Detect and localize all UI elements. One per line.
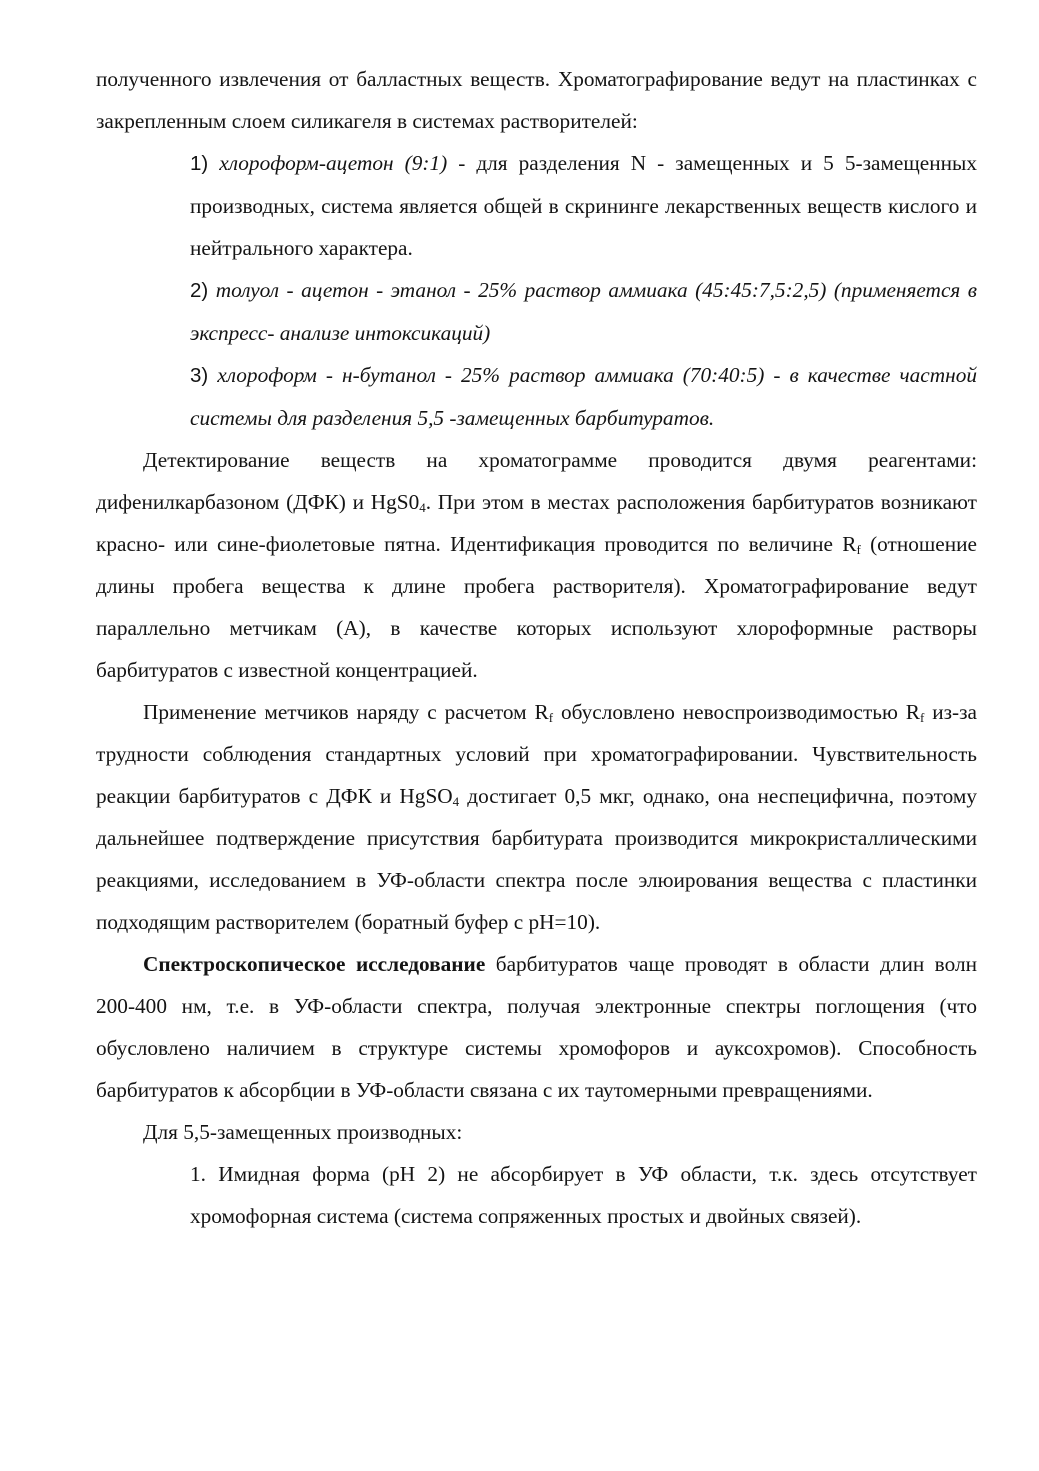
paragraph-spectroscopy [96,943,977,1111]
text-run: . При этом в местах расположения барбитуратов возникают красно- или сине-фиолетовые пятна. Идентификация проводится по величине R [96,490,977,556]
subscript: f [856,542,861,557]
text-run: из-за трудности соблюдения стандартных условий при хроматографировании. Чувствительность реакции барбитуратов с ДФК и HgSO [96,700,978,808]
list-item-text: - для разделения N - замещенных и 5 5-замещенных производных, система является общей в скрининге лекарственных веществ кислого и нейтрального характера. [190,151,977,260]
paragraph-markers [96,691,977,943]
subscript: 4 [452,794,460,809]
subscript: f [548,710,554,725]
list-item-italic: хлороформ-ацетон (9:1) [219,151,448,175]
list-item [96,269,977,354]
subscript: 4 [419,500,426,515]
subscript: f [920,710,925,725]
text-run: достигает 0,5 мкг, однако, она неспецифична, поэтому дальнейшее подтверждение присутствия барбитурата производится микрокристаллическими реакциями, исследованием в УФ-области спектра после элюирования вещества с пластинки подходящим растворителем (боратный буфер с pH=10). [96,784,977,934]
solvent-system-list [96,142,977,439]
list-number: 3) [190,364,209,387]
text-run: обусловлено невоспроизводимостью R [553,700,920,724]
text-run: Детектирование веществ на хроматограмме проводится двумя реагентами: дифенилкарбазоном (ДФК) и HgS0 [96,448,977,514]
list-item: 1. Имидная форма (рН 2) не абсорбирует в УФ области, т.к. здесь отсутствует хромофорная система (система сопряженных простых и двойных связей). [190,1162,977,1228]
list-number: 2) [190,279,209,302]
list-item [96,354,977,439]
list-number: 1) [190,152,209,175]
paragraph-derivatives-heading: Для 5,5-замещенных производных: [143,1120,463,1144]
text-run: барбитуратов чаще проводят в области длин волн 200-400 нм, т.е. в УФ-области спектра, получая электронные спектры поглощения (что обусловлено наличием в структуре системы хромофоров и ауксохромов). Способность барбитуратов к абсорбции в УФ-области связана с их таутомерными превращениями. [96,952,977,1102]
list-item [96,142,977,269]
derivative-form-list [96,1153,977,1237]
paragraph-intro: полученного извлечения от балластных веществ. Хроматографирование ведут на пластинках с закрепленным слоем силикагеля в системах растворителей: [96,67,977,133]
text-run: (отношение длины пробега вещества к длине пробега растворителя). Хроматографирование ведут параллельно метчикам (А), в качестве которых используют хлороформные растворы барбитуратов с известной концентрацией. [96,532,977,682]
list-item-italic: толуол - ацетон - этанол - 25% раствор аммиака (45:45:7,5:2,5) (применяется в экспресс- анализе интоксикаций) [190,278,977,345]
text-run: Применение метчиков наряду с расчетом R [143,700,549,724]
paragraph-detection [96,439,977,691]
bold-term: Спектроскопическое исследование [143,952,486,976]
list-item-italic: хлороформ - н-бутанол - 25% раствор аммиака (70:40:5) - в качестве частной системы для разделения 5,5 -замещенных барбитуратов. [190,363,978,430]
